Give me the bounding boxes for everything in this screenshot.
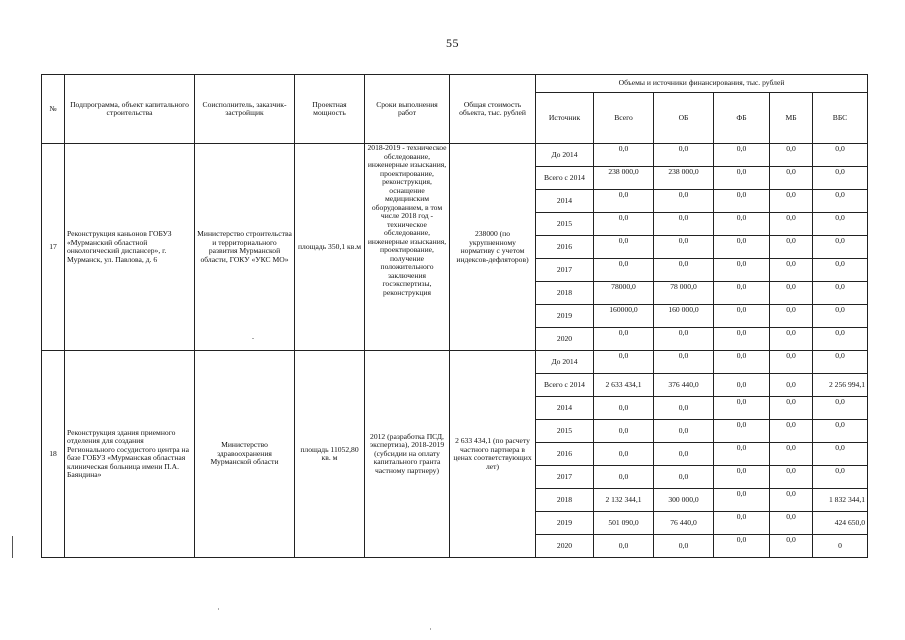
cell-source: 2019: [536, 305, 594, 328]
cell-ob: 0,0: [654, 190, 714, 213]
cell-ob: 300 000,0: [654, 489, 714, 512]
object-total-cost: 2 633 434,1 (по расчету частного партнера в ценах соответствующих лет): [450, 351, 536, 558]
cell-vbs: 0,0: [813, 466, 868, 489]
cell-fb: 0,0: [714, 397, 770, 420]
cell-vbs: 0,0: [813, 397, 868, 420]
cell-mb: 0,0: [770, 443, 813, 466]
cell-mb: 0,0: [770, 167, 813, 190]
cell-ob: 0,0: [654, 443, 714, 466]
cell-fb: 0,0: [714, 144, 770, 167]
cell-vbs: 0,0: [813, 443, 868, 466]
cell-all: 0,0: [594, 328, 654, 351]
cell-fb: 0,0: [714, 328, 770, 351]
cell-source: 2016: [536, 443, 594, 466]
header-executor: Соисполнитель, заказчик-застройщик: [195, 75, 295, 144]
cell-all: 238 000,0: [594, 167, 654, 190]
cell-ob: 376 440,0: [654, 374, 714, 397]
cell-vbs: 0,0: [813, 305, 868, 328]
cell-vbs: 0,0: [813, 236, 868, 259]
header-ob: ОБ: [654, 93, 714, 144]
object-deadlines: [365, 144, 450, 351]
cell-mb: 0,0: [770, 535, 813, 558]
cell-source: Всего с 2014: [536, 167, 594, 190]
cell-mb: 0,0: [770, 328, 813, 351]
header-vbs: ВБС: [813, 93, 868, 144]
cell-source: 2019: [536, 512, 594, 535]
header-total-cost: Общая стоимость объекта, тыс. рублей: [450, 75, 536, 144]
cell-all: 2 132 344,1: [594, 489, 654, 512]
cell-source: 2018: [536, 489, 594, 512]
cell-all: 0,0: [594, 236, 654, 259]
cell-fb: 0,0: [714, 535, 770, 558]
cell-source: До 2014: [536, 351, 594, 374]
header-source: Источник: [536, 93, 594, 144]
cell-vbs: 0,0: [813, 282, 868, 305]
cell-all: 0,0: [594, 535, 654, 558]
cell-mb: 0,0: [770, 236, 813, 259]
cell-mb: 0,0: [770, 282, 813, 305]
cell-vbs: 1 832 344,1: [813, 489, 868, 512]
cell-mb: 0,0: [770, 397, 813, 420]
header-fb: ФБ: [714, 93, 770, 144]
cell-vbs: 2 256 994,1: [813, 374, 868, 397]
cell-mb: 0,0: [770, 190, 813, 213]
cell-fb: 0,0: [714, 374, 770, 397]
cell-vbs: 0,0: [813, 190, 868, 213]
object-capacity: площадь 350,1 кв.м: [295, 144, 365, 351]
header-subprogram: Подпрограмма, объект капитального строительства: [65, 75, 195, 144]
cell-mb: 0,0: [770, 512, 813, 535]
header-capacity: Проектная мощность: [295, 75, 365, 144]
scan-speck: [430, 628, 431, 630]
scan-speck: [218, 608, 219, 610]
cell-ob: 0,0: [654, 144, 714, 167]
page-number: 55: [446, 36, 459, 50]
header-funding: Объемы и источники финансирования, тыс. рублей: [536, 75, 868, 93]
cell-ob: 238 000,0: [654, 167, 714, 190]
cell-source: До 2014: [536, 144, 594, 167]
cell-vbs: 424 650,0: [813, 512, 868, 535]
cell-all: 0,0: [594, 466, 654, 489]
cell-vbs: 0,0: [813, 213, 868, 236]
cell-mb: 0,0: [770, 420, 813, 443]
cell-all: 0,0: [594, 190, 654, 213]
cell-fb: 0,0: [714, 443, 770, 466]
cell-all: 0,0: [594, 443, 654, 466]
cell-fb: 0,0: [714, 259, 770, 282]
table-row: [42, 144, 868, 167]
cell-vbs: 0,0: [813, 351, 868, 374]
cell-source: 2020: [536, 328, 594, 351]
cell-mb: 0,0: [770, 351, 813, 374]
cell-ob: 76 440,0: [654, 512, 714, 535]
cell-mb: 0,0: [770, 305, 813, 328]
cell-source: 2020: [536, 535, 594, 558]
cell-all: 0,0: [594, 351, 654, 374]
deadlines-text: 2018-2019 - техническое обследование, инженерные изыскания, проектирование, реконструкция, оснащение медицинским оборудованием, в том числе 2018 год - техническое обследование, инженерные изыскания, проектирование, получение положительного заключения госэкспертизы, реконструкция: [367, 144, 447, 297]
cell-mb: 0,0: [770, 213, 813, 236]
cell-ob: 78 000,0: [654, 282, 714, 305]
cell-vbs: 0,0: [813, 259, 868, 282]
cell-source: 2017: [536, 466, 594, 489]
cell-ob: 0,0: [654, 351, 714, 374]
cell-fb: 0,0: [714, 213, 770, 236]
cell-mb: 0,0: [770, 466, 813, 489]
cell-source: 2014: [536, 397, 594, 420]
cell-source: 2017: [536, 259, 594, 282]
cell-all: 0,0: [594, 420, 654, 443]
capital-construction-table: [41, 74, 868, 558]
cell-source: 2014: [536, 190, 594, 213]
cell-mb: 0,0: [770, 144, 813, 167]
cell-ob: 0,0: [654, 259, 714, 282]
table-row: [42, 351, 868, 374]
cell-ob: 0,0: [654, 535, 714, 558]
cell-all: 0,0: [594, 259, 654, 282]
cell-ob: 0,0: [654, 466, 714, 489]
cell-fb: 0,0: [714, 190, 770, 213]
object-capacity: площадь 11052,80 кв. м: [295, 351, 365, 558]
cell-fb: 0,0: [714, 351, 770, 374]
cell-source: 2015: [536, 420, 594, 443]
cell-ob: 0,0: [654, 236, 714, 259]
cell-ob: 0,0: [654, 213, 714, 236]
object-total-cost: 238000 (по укрупненному нормативу с учетом индексов-дефляторов): [450, 144, 536, 351]
cell-vbs: 0,0: [813, 420, 868, 443]
cell-source: 2015: [536, 213, 594, 236]
cell-ob: 160 000,0: [654, 305, 714, 328]
margin-mark: [12, 536, 13, 558]
object-number: 18: [42, 351, 65, 558]
object-deadlines: 2012 (разработка ПСД, экспертиза), 2018-2019 (субсидии на оплату капитального гранта частному партнеру): [365, 351, 450, 558]
cell-mb: 0,0: [770, 259, 813, 282]
cell-fb: 0,0: [714, 489, 770, 512]
header-deadlines: Сроки выполнения работ: [365, 75, 450, 144]
cell-fb: 0,0: [714, 282, 770, 305]
cell-fb: 0,0: [714, 512, 770, 535]
cell-source: 2018: [536, 282, 594, 305]
object-name: Реконструкция каньонов ГОБУЗ «Мурманский областной онкологический диспансер», г. Мурманск, ул. Павлова, д. 6: [65, 144, 195, 351]
cell-ob: 0,0: [654, 397, 714, 420]
cell-all: 501 090,0: [594, 512, 654, 535]
cell-vbs: 0: [813, 535, 868, 558]
cell-fb: 0,0: [714, 466, 770, 489]
cell-vbs: 0,0: [813, 167, 868, 190]
cell-all: 2 633 434,1: [594, 374, 654, 397]
cell-all: 0,0: [594, 144, 654, 167]
cell-source: 2016: [536, 236, 594, 259]
cell-fb: 0,0: [714, 305, 770, 328]
cell-ob: 0,0: [654, 328, 714, 351]
object-number: 17: [42, 144, 65, 351]
cell-all: 0,0: [594, 213, 654, 236]
object-executor: Министерство здравоохранения Мурманской области: [195, 351, 295, 558]
cell-fb: 0,0: [714, 420, 770, 443]
cell-source: Всего с 2014: [536, 374, 594, 397]
cell-mb: 0,0: [770, 489, 813, 512]
header-mb: МБ: [770, 93, 813, 144]
cell-all: 78000,0: [594, 282, 654, 305]
object-executor: Министерство строительства и территориального развития Мурманской области, ГОКУ «УКС МО»: [195, 144, 295, 351]
header-all: Всего: [594, 93, 654, 144]
cell-fb: 0,0: [714, 236, 770, 259]
cell-fb: 0,0: [714, 167, 770, 190]
header-no: №: [42, 75, 65, 144]
cell-vbs: 0,0: [813, 144, 868, 167]
cell-all: 0,0: [594, 397, 654, 420]
cell-ob: 0,0: [654, 420, 714, 443]
cell-vbs: 0,0: [813, 328, 868, 351]
cell-mb: 0,0: [770, 374, 813, 397]
cell-all: 160000,0: [594, 305, 654, 328]
object-name: Реконструкция здания приемного отделения для создания Регионального сосудистого центра на базе ГОБУЗ «Мурманская областная клиническая больница имени П.А. Баяндина»: [65, 351, 195, 558]
